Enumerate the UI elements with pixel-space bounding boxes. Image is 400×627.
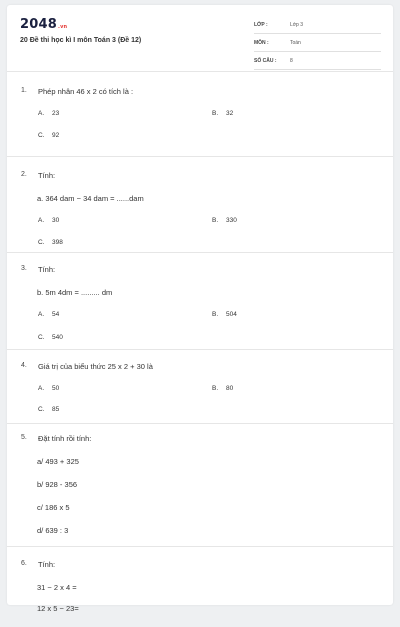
logo-suffix: .vn [57, 24, 68, 30]
exam-meta [254, 18, 381, 72]
option-a[interactable]: A. 50 [38, 385, 60, 392]
option-b[interactable]: B. 80 [212, 385, 234, 392]
calc-line: a/ 493 + 325 [37, 457, 79, 466]
question-number: 2. [21, 171, 27, 178]
question-text: Tính: [38, 171, 56, 180]
exam-header [7, 5, 393, 72]
exam-title: 20 Đề thi học kì I môn Toán 3 (Đề 12) [20, 37, 142, 44]
question-list [7, 72, 393, 627]
question-3 [7, 253, 393, 350]
meta-value: Toán [290, 40, 301, 46]
meta-label: SỐ CÂU : [254, 58, 277, 64]
meta-label: MÔN : [254, 40, 269, 46]
option-b[interactable]: B. 504 [212, 311, 237, 318]
calc-line: 31 − 2 x 4 = [37, 583, 77, 592]
question-number: 4. [21, 362, 27, 369]
meta-label: LỚP : [254, 22, 268, 28]
option-c[interactable]: C. 85 [38, 406, 60, 413]
meta-row-subject [254, 36, 381, 52]
site-logo[interactable] [20, 17, 67, 32]
meta-row-class [254, 18, 381, 34]
option-b[interactable]: B. 330 [212, 217, 237, 224]
option-c[interactable]: C. 398 [38, 239, 63, 246]
question-number: 6. [21, 560, 27, 567]
exam-page [7, 5, 393, 613]
option-c[interactable]: C. 540 [38, 334, 63, 341]
logo-number: 2048 [20, 17, 57, 32]
question-number: 3. [21, 265, 27, 272]
calc-line: c/ 186 x 5 [37, 503, 70, 512]
option-a[interactable]: A. 23 [38, 110, 60, 117]
question-number: 5. [21, 434, 27, 441]
question-text: Tính: [38, 265, 56, 274]
question-text: Giá trị của biểu thức 25 x 2 + 30 là [38, 362, 153, 371]
meta-value: Lớp 3 [290, 22, 304, 28]
option-c[interactable]: C. 92 [38, 132, 60, 139]
question-6 [7, 547, 393, 627]
option-b[interactable]: B. 32 [212, 110, 234, 117]
question-number: 1. [21, 87, 27, 94]
question-text: Đặt tính rồi tính: [38, 434, 92, 443]
question-sub: a. 364 dam − 34 dam = ......dam [37, 194, 144, 203]
question-4 [7, 350, 393, 424]
question-text: Phép nhân 46 x 2 có tích là : [38, 87, 134, 96]
option-a[interactable]: A. 54 [38, 311, 60, 318]
question-text: Tính: [38, 560, 56, 569]
question-sub: b. 5m 4dm = ......... dm [37, 288, 113, 297]
calc-line: 12 x 5 − 23= [37, 604, 79, 613]
calc-line: b/ 928 - 356 [37, 480, 78, 489]
meta-value: 8 [290, 58, 293, 64]
option-a[interactable]: A. 30 [38, 217, 60, 224]
calc-line: d/ 639 : 3 [37, 526, 69, 535]
meta-row-count [254, 54, 381, 70]
question-2 [7, 157, 393, 253]
question-5 [7, 424, 393, 547]
question-1 [7, 72, 393, 157]
